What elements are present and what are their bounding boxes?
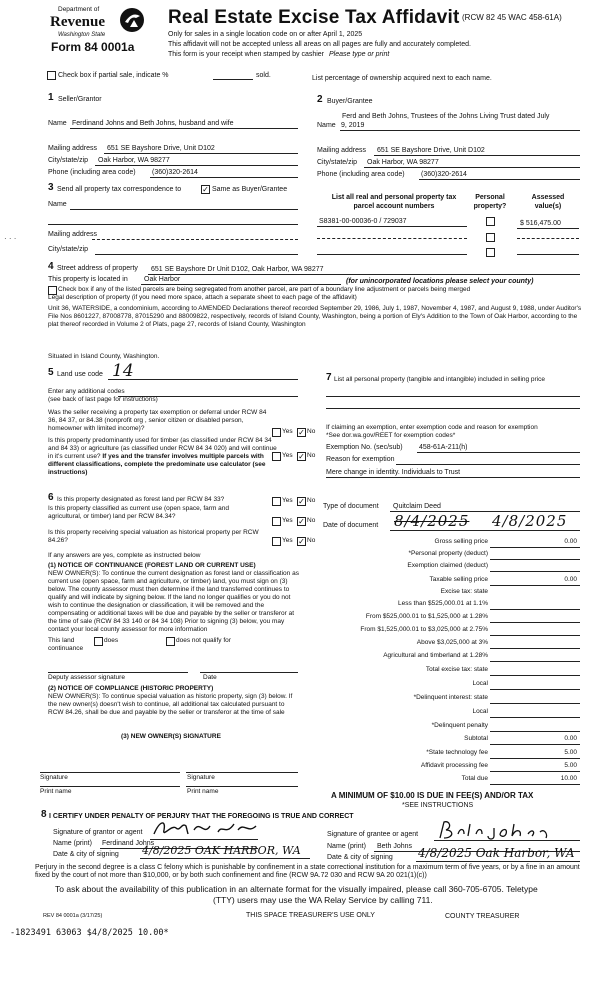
tax-row-line — [490, 771, 580, 772]
notice1-text: NEW OWNER(S): To continue the current designation as forest land or classification as current use (open space, farm and agriculture, or timber) land, you must sign on (3) below. The county assessor must then determine if the land transferred continues to qualify and will indicate by signing below. If the land no longer qualifies or you do not wish to continue the designation or classification, it will be removed and the compensating or additional taxes will be due and payable by the seller or transferor at the time of sale (RCW 84 33 140 or 84 34 108) Prior to signing (3) below, you may contact your local county assessor for more information — [48, 570, 299, 633]
form-rcw: (RCW 82 45 WAC 458-61A) — [462, 13, 562, 22]
dept-line2: Revenue — [50, 14, 105, 30]
parcel-list-head1: List all real and personal property tax — [331, 194, 457, 201]
does-not-qualify-checkbox[interactable] — [166, 637, 175, 646]
tax-row-value[interactable]: 10.00 — [560, 775, 577, 782]
tax-row-label: Taxable selling price — [429, 576, 488, 583]
county-treasurer: COUNTY TREASURER — [445, 913, 520, 920]
assessed-head1: Assessed — [531, 194, 565, 201]
doc-date-struck: 8/4/2025 — [394, 512, 470, 530]
q-forest-yes-checkbox[interactable] — [272, 497, 281, 506]
tax-row-label: Exemption claimed (deduct) — [407, 562, 488, 569]
section3-mail-label: Mailing address — [48, 231, 98, 238]
grantee-sig-label: Signature of grantee or agent — [327, 831, 419, 838]
legal-description[interactable]: Unit 36, WATERSIDE, a condominium, according to AMENDED Declarations thereof recorded September 29, 1986, July 1, 1987, November 4, 1987, and August 9, 1988, under Auditor's File Nos 8601227, 87008778, 87015290 and 88009822, respectively, records of Island County, Washington, being a portion of Ely's Addition to the Town of Oak Harbor, according to the plat thereof recorded in Volume 2 of Plats, page 27, records of Island County, Washington — [48, 305, 582, 328]
street-address[interactable]: 651 SE Bayshore Dr Unit D102, Oak Harbor, WA 98277 — [151, 266, 324, 273]
certify-text: I CERTIFY UNDER PENALTY OF PERJURY THAT THE FOREGOING IS TRUE AND CORRECT — [49, 813, 354, 820]
continuance-label: continuance — [48, 645, 84, 652]
assessed-head2: value(s) — [534, 203, 562, 210]
exempt-no-label: Exemption No. (sec/sub) — [326, 444, 403, 451]
reason-line2 — [326, 477, 580, 478]
buyer-phone[interactable]: (360)320-2614 — [421, 171, 467, 178]
section8-number: 8 — [41, 809, 47, 820]
personal-property-checkbox-1[interactable] — [486, 217, 495, 226]
new-owner-sig-line1[interactable] — [40, 772, 180, 773]
grantee-date-label: Date & city of signing — [327, 854, 393, 861]
section3-name-label: Name — [48, 201, 67, 208]
grantor-signature[interactable] — [150, 818, 262, 840]
personal-head1: Personal — [475, 194, 505, 201]
tax-row-label: Total due — [461, 775, 488, 782]
same-as-buyer-checkbox[interactable]: ✓ — [202, 185, 209, 194]
tax-row-line[interactable] — [490, 622, 580, 623]
tax-row-line — [490, 784, 580, 785]
personal-head2: property? — [473, 203, 507, 210]
if-any-yes: If any answers are yes, complete as instructed below — [48, 552, 201, 559]
notice2-text: NEW OWNER(S): To continue special valuation as historic property, sign (3) below. If the new owner(s) doesn't wish to continue, all additional tax calculated pursuant to RCW 84.26, shall be due and payable by the seller or transferor at the time of sale — [48, 693, 293, 716]
doc-type-value[interactable]: Quitclaim Deed — [393, 503, 441, 510]
seller-phone-line — [150, 177, 298, 178]
notice1-head: (1) NOTICE OF CONTINUANCE (FOREST LAND OR CURRENT USE) — [48, 562, 256, 569]
new-owner-print-line1[interactable] — [40, 786, 180, 787]
grantor-date-city[interactable]: 4/8/2025 OAK HARBOR, WA — [142, 844, 301, 857]
addl-codes-note: (see back of last page for instructions) — [48, 396, 158, 403]
partial-percent-line[interactable] — [213, 79, 253, 80]
q-current-use-yes-checkbox[interactable] — [272, 517, 281, 526]
seller-name-line — [70, 128, 298, 129]
legal-desc-label: Legal description of property (if you need more space, attach a separate sheet to each page of the affidavit) — [48, 294, 357, 301]
buyer-name-line2[interactable]: 9, 2019 — [341, 122, 365, 129]
tax-row-label: *State technology fee — [426, 749, 488, 756]
cashier-receipt: -1823491 63063 $4/8/2025 10.00* — [10, 928, 169, 938]
new-owner-print-line2[interactable] — [186, 786, 298, 787]
personal-property-checkbox-3[interactable] — [486, 248, 495, 257]
tax-row-label: Total excise tax: state — [425, 666, 488, 673]
buyer-name-line — [340, 130, 580, 131]
tax-row-label: *Delinquent penalty — [431, 722, 488, 729]
header-note3 — [168, 50, 389, 59]
tax-row-label: *Delinquent interest: state — [413, 694, 488, 701]
q-current-use: Is this property classified as current use (open space, farm and agricultural, or timber) land per RCW 84.34? — [48, 505, 230, 520]
tax-row-line[interactable] — [490, 571, 580, 572]
q-historic-no-label: No — [307, 537, 316, 544]
doc-date-line — [390, 530, 580, 531]
seller-mail-line — [104, 153, 298, 154]
tax-row-line — [490, 547, 580, 548]
located-label: This property is located in — [48, 276, 128, 283]
doc-date-value[interactable]: 4/8/2025 — [492, 512, 568, 530]
grantee-date-line — [416, 861, 580, 862]
tax-row-label: Excise tax: state — [440, 588, 488, 595]
doc-type-label: Type of document — [323, 503, 379, 510]
tax-row-label: From $1,525,000.01 to $3,025,000 at 2.75% — [360, 626, 488, 633]
new-owner-print-label1: Print name — [40, 788, 72, 795]
tax-row-value[interactable]: 0.00 — [564, 538, 577, 545]
grantor-name-label: Name (print) — [53, 840, 92, 847]
land-use-line — [108, 379, 298, 380]
situated-text: Situated in Island County, Washington. — [48, 353, 160, 360]
deputy-signature-line[interactable] — [48, 672, 188, 673]
tax-row-value[interactable]: 0.00 — [564, 735, 577, 742]
q-timber-bold: If yes and the transfer involves multiple parcels with different classifications, complete the predominate use calculator (see instructions) — [48, 453, 266, 476]
section6-number: 6 — [48, 492, 54, 503]
assessed-line1 — [517, 228, 579, 229]
tax-row-label: Above $3,025,000 at 3% — [416, 639, 488, 646]
buyer-mail[interactable]: 651 SE Bayshore Drive, Unit D102 — [377, 147, 485, 154]
q-exemption-no-checkbox[interactable]: ✓ — [298, 428, 305, 437]
tax-row-label: Less than $525,000.01 at 1.1% — [398, 600, 488, 607]
buyer-city-line — [364, 167, 580, 168]
q-timber-text: Is this property predominantly used for timber (as classified under RCW 84 34 and 84 33) or agriculture (as classified under RCW 84 34 020) and will continue in it's current use? — [48, 437, 277, 460]
grantor-date-line — [140, 858, 310, 859]
q-exemption: Was the seller receiving a property tax exemption or deferral under RCW 84 36, 84 37, or 84.38 (nonprofit org , senior citizen or disabled person, homeowner with limited income)? — [48, 409, 267, 432]
reason-line1 — [396, 464, 580, 465]
tax-row-line[interactable] — [490, 731, 580, 732]
tax-row-label: From $525,000.01 to $1,525,000 at 1.28% — [365, 613, 488, 620]
buyer-heading: Buyer/Grantee — [327, 98, 373, 105]
ownership-note: List percentage of ownership acquired next to each name. — [312, 75, 492, 82]
tax-row-line[interactable] — [490, 635, 580, 636]
tax-row-label: Local — [472, 708, 488, 715]
buyer-name-label: Name — [317, 122, 336, 129]
tax-row-label: *Personal property (deduct) — [408, 550, 488, 557]
land-use-label: Land use code — [57, 371, 103, 378]
reason-label: Reason for exemption — [326, 456, 395, 463]
section3-name-line[interactable] — [70, 209, 298, 210]
header-note3-italic: Please type or print — [328, 51, 390, 58]
personal-property-checkbox-2[interactable] — [486, 233, 495, 242]
dor-logo-icon — [118, 7, 146, 33]
revision-label: REV 84 0001a (3/17/25) — [43, 913, 103, 919]
tax-row-label: Gross selling price — [434, 538, 488, 545]
seller-city[interactable]: Oak Harbor, WA 98277 — [98, 157, 170, 164]
header-note1: Only for sales in a single location code on or after April 1, 2025 — [168, 31, 363, 38]
reason-value[interactable]: Mere change in identity. Individuals to Trust — [326, 469, 461, 476]
tax-row-line — [490, 758, 580, 759]
section7-number: 7 — [326, 372, 332, 383]
street-address-line — [148, 274, 580, 275]
new-owner-sig-label2: Signature — [187, 774, 215, 781]
seller-mail-label: Mailing address — [48, 145, 98, 152]
q-timber-no-label: No — [307, 452, 316, 459]
partial-sold-label: sold. — [256, 72, 271, 79]
tax-row-line[interactable] — [490, 648, 580, 649]
q-historic: Is this property receiving special valuation as historical property per RCW 84.26? — [48, 529, 259, 544]
section3-city-line[interactable] — [95, 254, 298, 255]
q-timber — [48, 437, 278, 477]
parcel-line3[interactable] — [317, 254, 467, 255]
exempt-no-line — [417, 452, 580, 453]
buyer-phone-label: Phone (including area code) — [317, 171, 405, 178]
header-note2: This affidavit will not be accepted unless all areas on all pages are fully and accurately completed. — [168, 41, 471, 48]
margin-mark: · · · — [4, 234, 17, 243]
q-forest-yes-label: Yes — [282, 497, 293, 504]
q-forest-no-label: No — [307, 497, 316, 504]
tax-row-line[interactable] — [490, 703, 580, 704]
tax-row-line[interactable] — [490, 689, 580, 690]
tax-row-line[interactable] — [490, 609, 580, 610]
q-historic-no-checkbox[interactable]: ✓ — [298, 537, 305, 546]
tax-row-value[interactable]: 5.00 — [564, 762, 577, 769]
section3-mail-line[interactable] — [92, 239, 298, 240]
grantee-name-label: Name (print) — [327, 843, 366, 850]
q-exemption-no-label: No — [307, 428, 316, 435]
dept-line3: Washington State — [58, 32, 106, 38]
tax-row-line — [490, 744, 580, 745]
q-exemption-yes-label: Yes — [282, 428, 293, 435]
assessed-line2[interactable] — [517, 238, 579, 239]
parcel-line2[interactable] — [317, 238, 467, 239]
new-owner-sig-line2[interactable] — [186, 772, 298, 773]
assessed-value[interactable]: $ 516,475.00 — [520, 220, 561, 227]
partial-sale-checkbox[interactable] — [47, 71, 56, 80]
located-value[interactable]: Oak Harbor — [144, 276, 181, 283]
section3-label: Send all property tax correspondence to — [57, 186, 182, 193]
seller-name[interactable]: Ferdinand Johns and Beth Johns, husband and wife — [72, 120, 234, 127]
form-number: Form 84 0001a — [51, 40, 135, 54]
section4-number: 4 — [48, 261, 54, 272]
minimum-due: A MINIMUM OF $10.00 IS DUE IN FEE(S) AND/OR TAX — [331, 791, 534, 800]
header-note3-text: This form is your receipt when stamped by cashier — [168, 51, 325, 58]
tax-row-label: Agricultural and timberland at 1.28% — [383, 652, 488, 659]
form-title: Real Estate Excise Tax Affidavit — [168, 7, 460, 28]
tax-row-label: Subtotal — [464, 735, 488, 742]
exempt-note: *See dor.wa.gov/REET for exemption codes* — [326, 432, 456, 439]
tax-row-line — [490, 585, 580, 586]
parcel-list-head2: parcel account numbers — [353, 203, 435, 210]
personal-property-line2[interactable] — [326, 408, 580, 409]
buyer-phone-line — [419, 179, 580, 180]
grantor-sig-line — [150, 839, 258, 840]
deputy-date-line[interactable] — [200, 672, 298, 673]
q-timber-yes-label: Yes — [282, 452, 293, 459]
seller-heading: Seller/Grantor — [58, 96, 102, 103]
tax-row-label: Local — [472, 680, 488, 687]
partial-sale-label: Check box if partial sale, indicate % — [58, 72, 169, 79]
section3-extra-line[interactable] — [48, 224, 298, 225]
doc-date-label: Date of document — [323, 522, 379, 529]
perjury-text: Perjury in the second degree is a class C felony which is punishable by confinement in a state correctional institution for a maximum term of five years, or by a fine in an amount fixed by the court of not more than $10,000, or by both such confinement and fine (RCW 9A.72 030 and RCW 9A 20 021(1)(c)) — [35, 864, 580, 879]
q-historic-yes-checkbox[interactable] — [272, 537, 281, 546]
grantee-signature[interactable] — [436, 818, 554, 842]
land-use-code[interactable]: 14 — [112, 361, 134, 381]
section5-number: 5 — [48, 367, 54, 378]
located-line — [141, 284, 341, 285]
seller-city-label: City/state/zip — [48, 157, 89, 164]
q-timber-no-checkbox[interactable]: ✓ — [298, 452, 305, 461]
deputy-label: Deputy assessor signature — [48, 674, 125, 681]
exempt-label: If claiming an exemption, enter exemption code and reason for exemption — [326, 424, 538, 431]
q-current-use-no-checkbox[interactable]: ✓ — [298, 517, 305, 526]
same-as-buyer-label: Same as Buyer/Grantee — [212, 186, 288, 193]
addl-codes-label: Enter any additional codes — [48, 388, 125, 395]
section3-number: 3 — [48, 182, 54, 193]
personal-property-line1[interactable] — [326, 396, 580, 397]
seller-city-line — [95, 165, 298, 166]
street-address-label: Street address of property — [57, 265, 138, 272]
q-current-use-yes-label: Yes — [282, 517, 293, 524]
grantor-date-label: Date & city of signing — [53, 851, 119, 858]
q-timber-yes-checkbox[interactable] — [272, 452, 281, 461]
avail-line2: (TTY) users may use the WA Relay Service by calling 711. — [213, 895, 433, 905]
tax-row-label: Affidavit processing fee — [420, 762, 488, 769]
personal-property-label: List all personal property (tangible and intangible) included in selling price — [334, 376, 546, 383]
buyer-name-line1[interactable]: Ferd and Beth Johns, Trustees of the Johns Living Trust dated July — [342, 113, 550, 120]
does-not-label: does not qualify for — [176, 637, 231, 644]
tax-row-value[interactable]: 5.00 — [564, 749, 577, 756]
this-land-label: This land — [48, 637, 75, 644]
tax-row-line[interactable] — [490, 559, 580, 560]
grantor-name[interactable]: Ferdinand Johns — [102, 840, 155, 847]
exempt-no[interactable]: 458-61A-211(h) — [419, 444, 468, 451]
new-owner-sig-label1: Signature — [40, 774, 68, 781]
buyer-mail-label: Mailing address — [317, 147, 367, 154]
q-exemption-yes-checkbox[interactable] — [272, 428, 281, 437]
buyer-city-label: City/state/zip — [317, 159, 358, 166]
tax-row-value[interactable]: 0.00 — [564, 576, 577, 583]
notice2-head: (2) NOTICE OF COMPLIANCE (HISTORIC PROPERTY) — [48, 685, 214, 692]
notice3-head: (3) NEW OWNER(S) SIGNATURE — [121, 733, 221, 740]
parcel-number[interactable]: S8381-00-00036-0 / 729037 — [319, 218, 407, 225]
dept-line1: Department of — [58, 6, 100, 13]
see-instructions: *SEE INSTRUCTIONS — [402, 802, 474, 809]
does-label: does — [104, 637, 119, 644]
q-forest-no-checkbox[interactable]: ✓ — [298, 497, 305, 506]
seller-mail[interactable]: 651 SE Bayshore Drive, Unit D102 — [107, 145, 215, 152]
unincorp-note: (for unincorporated locations please select your county) — [346, 278, 534, 285]
seller-phone-label: Phone (including area code) — [48, 169, 136, 176]
new-owner-print-label2: Print name — [187, 788, 219, 795]
q-forest: Is this property designated as forest land per RCW 84 33? — [57, 496, 225, 503]
q-current-use-no-label: No — [307, 517, 316, 524]
q-historic-yes-label: Yes — [282, 537, 293, 544]
seller-section-number: 1 — [48, 92, 54, 103]
tax-row-line[interactable] — [490, 675, 580, 676]
parcel-line1 — [317, 226, 467, 227]
tax-row-line[interactable] — [490, 717, 580, 718]
avail-line1: To ask about the availability of this publication in an alternate format for the visually impaired, please call 360-705-6705. Teletype — [55, 884, 538, 894]
buyer-city[interactable]: Oak Harbor, WA 98277 — [367, 159, 439, 166]
grantee-sig-line — [434, 840, 580, 841]
segregated-label: Check box if any of the listed parcels are being segregated from another parcel, are part of a boundary line adjustment or parcels being merged — [58, 286, 471, 293]
grantee-date-city[interactable]: 4/8/2025 Oak Harbor, WA — [418, 846, 575, 860]
grantee-name[interactable]: Beth Johns — [377, 843, 413, 850]
seller-name-label: Name — [48, 120, 67, 127]
assessed-line3[interactable] — [517, 254, 579, 255]
grantor-sig-label: Signature of grantor or agent — [53, 829, 143, 836]
does-qualify-checkbox[interactable] — [94, 637, 103, 646]
tax-row-line[interactable] — [490, 661, 580, 662]
seller-phone[interactable]: (360)320-2614 — [152, 169, 198, 176]
deputy-date-label: Date — [203, 674, 217, 681]
buyer-section-number: 2 — [317, 94, 323, 105]
buyer-mail-line — [374, 155, 580, 156]
section3-city-label: City/state/zip — [48, 246, 89, 253]
treasurer-only: THIS SPACE TREASURER'S USE ONLY — [246, 912, 375, 919]
